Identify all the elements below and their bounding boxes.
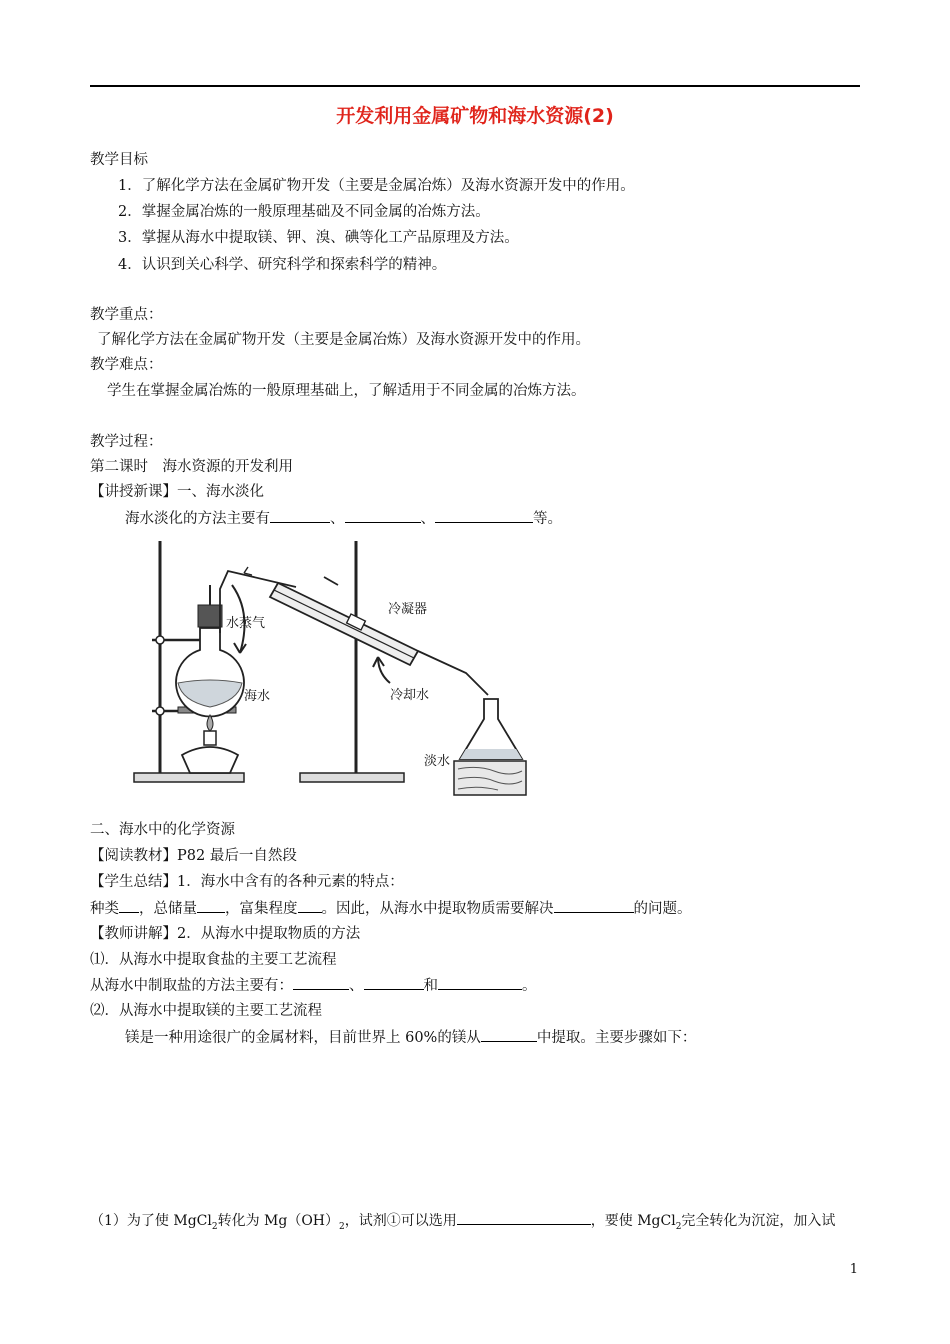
answer-blank[interactable]: [293, 975, 349, 990]
difficulty-text: 学生在掌握金属冶炼的一般原理基础上，了解适用于不同金属的冶炼方法。: [107, 383, 586, 399]
answer-blank[interactable]: [298, 898, 322, 913]
mg-heading: ⑵．从海水中提取镁的主要工艺流程: [90, 1003, 322, 1019]
stand-base-right: [300, 773, 404, 782]
stopper: [198, 605, 222, 627]
mg-text: 镁是一种用途很广的金属材料，目前世界上 60%的镁从 中提取。主要步骤如下：: [125, 1027, 696, 1048]
process-heading: 教学过程：: [90, 434, 163, 450]
section1-line: 【讲授新课】一、海水淡化: [90, 484, 264, 500]
summary-line: 【学生总结】1．海水中含有的各种元素的特点：: [90, 874, 404, 890]
desal-prefix: 海水淡化的方法主要有: [125, 511, 270, 527]
goal-item: 2．掌握金属冶炼的一般原理基础及不同金属的冶炼方法。: [118, 204, 490, 220]
label-condenser: 冷凝器: [388, 602, 428, 617]
stand-base-left: [134, 773, 244, 782]
answer-blank[interactable]: [364, 975, 424, 990]
page-number: 1: [849, 1262, 858, 1277]
salt-heading: ⑴．从海水中提取食盐的主要工艺流程: [90, 952, 337, 968]
distillation-apparatus-diagram: [128, 533, 538, 799]
label-fresh-water: 淡水: [424, 754, 451, 769]
answer-blank[interactable]: [119, 898, 139, 913]
answer-blank[interactable]: [270, 508, 330, 523]
key-heading: 教学重点：: [90, 307, 163, 323]
salt-methods: 从海水中制取盐的方法主要有： 、 和 。: [90, 975, 537, 996]
answer-blank[interactable]: [197, 898, 225, 913]
element-features: 种类 ，总储量 ，富集程度 。因此，从海水中提取物质需要解决 的问题。: [90, 898, 692, 919]
answer-blank[interactable]: [435, 508, 533, 523]
goal-item: 1．了解化学方法在金属矿物开发（主要是金属冶炼）及海水资源开发中的作用。: [118, 178, 635, 194]
answer-blank[interactable]: [457, 1210, 591, 1225]
answer-blank[interactable]: [481, 1027, 537, 1042]
page-title: 开发利用金属矿物和海水资源(2): [336, 105, 614, 127]
label-seawater: 海水: [244, 689, 271, 704]
section2-line: 二、海水中的化学资源: [90, 822, 235, 838]
difficulty-heading: 教学难点：: [90, 357, 163, 373]
label-cooling-water: 冷却水: [390, 688, 430, 703]
header-rule: [90, 85, 860, 87]
goal-item: 4．认识到关心科学、研究科学和探索科学的精神。: [118, 257, 447, 273]
answer-blank[interactable]: [554, 898, 634, 913]
key-text: 了解化学方法在金属矿物开发（主要是金属冶炼）及海水资源开发中的作用。: [97, 332, 590, 348]
answer-blank[interactable]: [438, 975, 522, 990]
lesson-line: 第二课时 海水资源的开发利用: [90, 459, 293, 475]
label-vapor: 水蒸气: [226, 616, 266, 631]
read-line: 【阅读教材】P82 最后一自然段: [90, 848, 297, 864]
answer-blank[interactable]: [345, 508, 421, 523]
question-1: （1）为了使 MgCl$_2$转化为 $Mg(OH)_2$，试剂①可以选用 ，要使 MgCl$_2$完全转化为沉淀，加入试: [90, 1210, 835, 1237]
goal-item: 3．掌握从海水中提取镁、钾、溴、碘等化工产品原理及方法。: [118, 230, 519, 246]
alcohol-lamp: [182, 747, 238, 773]
teacher-line: 【教师讲解】2．从海水中提取物质的方法: [90, 926, 361, 942]
goals-heading: 教学目标: [90, 152, 148, 168]
desalination-methods: 海水淡化的方法主要有 、 、 等。: [125, 508, 562, 529]
